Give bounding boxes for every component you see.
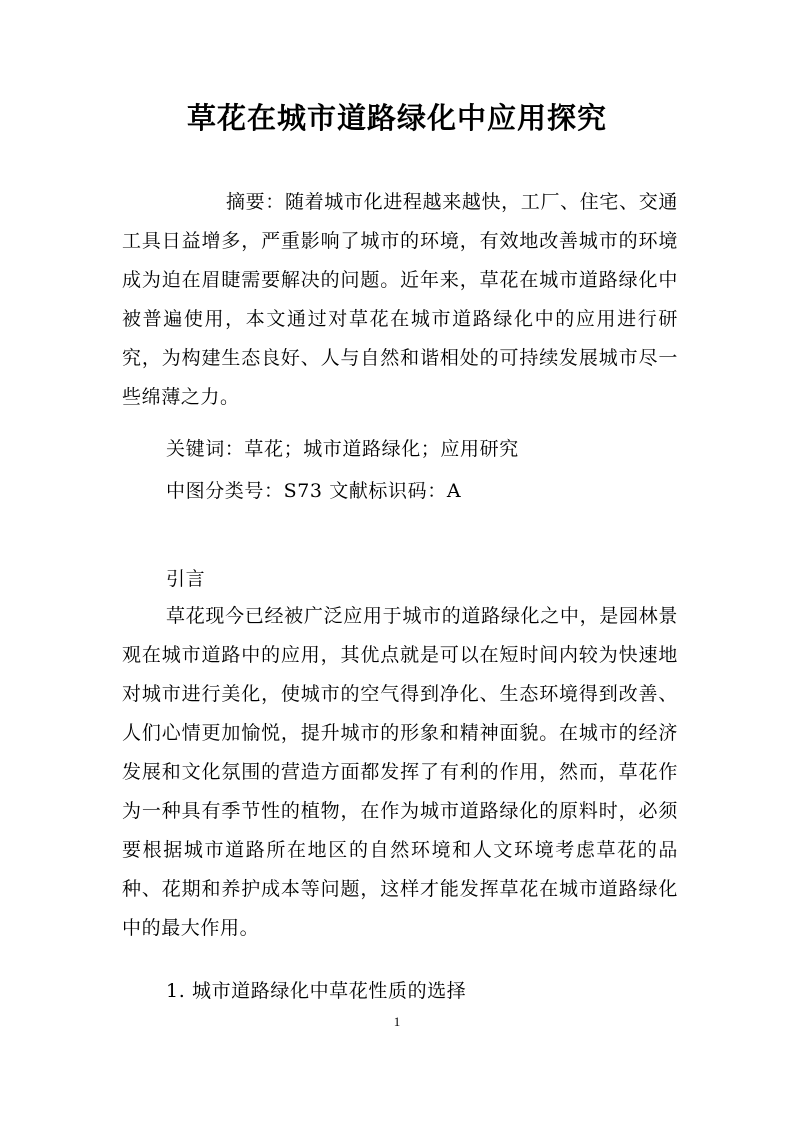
classification-line: 中图分类号：S73 文献标识码：A: [166, 480, 462, 502]
intro-paragraph: 草花现今已经被广泛应用于城市的道路绿化之中，是园林景观在城市道路中的应用，其优点就是可以在短时间内较为快速地对城市进行美化，使城市的空气得到净化、生态环境得到改善、人们心情更加愉悦，提升城市的形象和精神面貌。在城市的经济发展和文化氛围的营造方面都发挥了有利的作用，然而，草花作为一种具有季节性的植物，在作为城市道路绿化的原料时，必须要根据城市道路所在地区的自然环境和人文环境考虑草花的品种、花期和养护成本等问题，这样才能发挥草花在城市道路绿化中的最大作用。: [122, 605, 678, 939]
document-title: 草花在城市道路绿化中应用探究: [186, 101, 607, 135]
section-heading: 1. 城市道路绿化中草花性质的选择: [166, 980, 467, 1002]
page-number: 1: [393, 1014, 401, 1029]
intro-heading: 引言: [166, 568, 206, 590]
abstract-paragraph: 摘要：随着城市化进程越来越快，工厂、住宅、交通工具日益增多，严重影响了城市的环境，有效地改善城市的环境成为迫在眉睫需要解决的问题。近年来，草花在城市道路绿化中被普遍使用，本文通过对草花在城市道路绿化中的应用进行研究，为构建生态良好、人与自然和谐相处的可持续发展城市尽一些绵薄之力。: [122, 191, 678, 408]
keywords-line: 关键词：草花；城市道路绿化；应用研究: [166, 438, 519, 460]
